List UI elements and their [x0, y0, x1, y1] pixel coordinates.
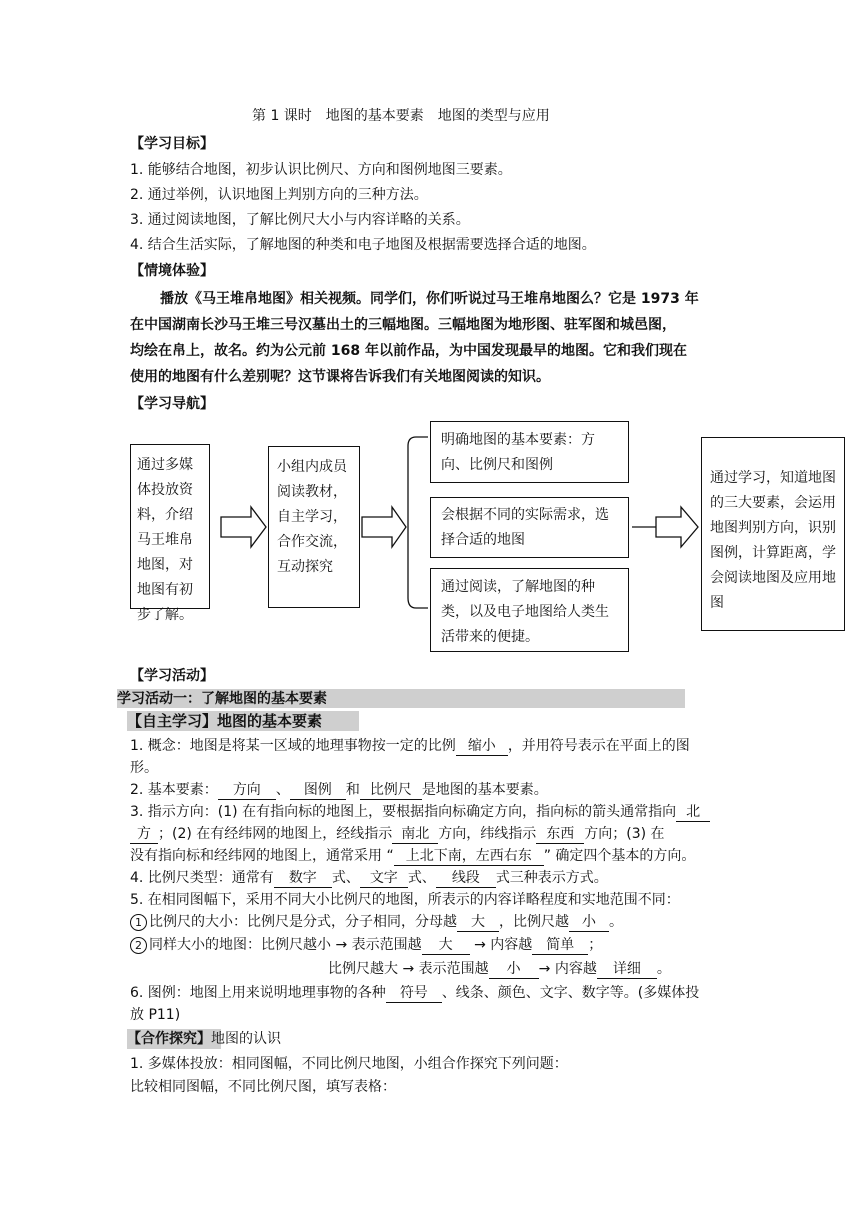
flow-arrow	[656, 507, 698, 547]
self-study-heading: 【自主学习】地图的基本要素	[127, 712, 323, 730]
coop-item-2: 比较相同图幅，不同比例尺图，填写表格：	[130, 1079, 396, 1095]
blank-answer: 大	[422, 937, 470, 955]
flow-bracket	[408, 437, 428, 608]
item-5-2: 2 同样大小的地图：比例尺越小 → 表示范围越 大 → 内容越 简单 ；	[130, 935, 602, 955]
flow-box-study: 小组内成员阅读教材，自主学习，合作交流，互动探究	[268, 446, 360, 608]
item-5-1: 1 比例尺的大小：比例尺是分式，分子相同，分母越 大 ，比例尺越 小 。	[130, 912, 623, 932]
item-1: 1. 概念：地图是将某一区域的地理事物按一定的比例 缩小 ，并用符号表示在平面上的图	[130, 738, 690, 754]
item-6: 6. 图例：地图上用来说明地理事物的各种 符号 、线条、颜色、文字、数字等。(多媒体投	[130, 985, 700, 1001]
item-5: 5. 在相同图幅下，采用不同大小比例尺的地图，所表示的内容详略程度和实地范围不同：	[130, 892, 680, 908]
page-title: 第 1 课时 地图的基本要素 地图的类型与应用	[252, 108, 550, 124]
flow-box-elements: 明确地图的基本要素：方向、比例尺和图例	[430, 421, 629, 483]
circled-number: 2	[130, 937, 147, 954]
blank-answer: 文字	[360, 870, 408, 888]
goal-item: 2. 通过举例，认识地图上判别方向的三种方法。	[130, 187, 428, 203]
blank-answer: 详细	[597, 961, 657, 979]
activity1-heading: 学习活动一：了解地图的基本要素	[117, 691, 327, 707]
blank-answer: 小	[489, 961, 539, 979]
scenario-heading: 【情境体验】	[130, 263, 214, 279]
item-2: 2. 基本要素： 方向 、 图例 和 比例尺 是地图的基本要素。	[130, 782, 548, 798]
blank-answer: 南北	[392, 826, 438, 844]
item-3-cont: 方 ；(2) 在有经纬网的地图上，经线指示 南北 方向，纬线指示 东西 方向；(3) 在	[130, 824, 665, 844]
flow-box-types: 通过阅读，了解地图的种类，以及电子地图给人类生活带来的便捷。	[430, 568, 629, 652]
item-1-cont: 形。	[130, 760, 158, 776]
blank-answer: 方向	[218, 782, 276, 800]
scenario-line: 使用的地图有什么差别呢？这节课将告诉我们有关地图阅读的知识。	[130, 369, 550, 385]
flow-box-intro: 通过多媒体投放资料，介绍马王堆帛地图，对地图有初步了解。	[130, 444, 210, 609]
blank-answer: 符号	[386, 985, 442, 1003]
scenario-line: 播放《马王堆帛地图》相关视频。同学们，你们听说过马王堆帛地图么？它是 1973 年	[160, 291, 699, 307]
goal-item: 3. 通过阅读地图，了解比例尺大小与内容详略的关系。	[130, 212, 470, 228]
item-3-cont: 没有指向标和经纬网的地图上，通常采用 “ 上北下南，左西右东 ” 确定四个基本的方向。	[130, 848, 696, 864]
blank-answer: 小	[569, 914, 609, 932]
flow-box-choose: 会根据不同的实际需求，选择合适的地图	[430, 497, 629, 558]
blank-answer: 比例尺	[360, 782, 422, 800]
coop-heading: 【合作探究】地图的认识	[127, 1031, 281, 1047]
coop-item-1: 1. 多媒体投放：相同图幅，不同比例尺地图，小组合作探究下列问题：	[130, 1056, 568, 1072]
goal-item: 1. 能够结合地图，初步认识比例尺、方向和图例地图三要素。	[130, 162, 512, 178]
blank-answer: 缩小	[456, 738, 508, 756]
blank-answer: 方	[130, 826, 158, 844]
blank-answer: 东西	[536, 826, 584, 844]
circled-number: 1	[130, 914, 147, 931]
item-4: 4. 比例尺类型：通常有 数字 式、 文字 式、 线段 式三种表示方式。	[130, 870, 608, 886]
goals-heading: 【学习目标】	[130, 136, 214, 152]
nav-heading: 【学习导航】	[130, 396, 214, 412]
flow-arrow	[362, 507, 406, 547]
flow-box-outcome: 通过学习，知道地图的三大要素，会运用地图判别方向，识别图例，计算距离，学会阅读地图及应用地图	[701, 437, 845, 631]
item-5-3: 比例尺越大 → 表示范围越 小 → 内容越 详细 。	[328, 961, 671, 977]
item-3: 3. 指示方向：(1) 在有指向标的地图上，要根据指向标确定方向，指向标的箭头通常指向 北	[130, 802, 710, 822]
blank-answer: 图例	[290, 782, 346, 800]
blank-answer: 大	[457, 914, 499, 932]
blank-answer: 线段	[436, 870, 496, 888]
flow-arrow	[221, 507, 266, 547]
blank-answer: 数字	[274, 870, 332, 888]
blank-answer: 北	[676, 804, 710, 822]
blank-answer: 上北下南，左西右东	[394, 848, 544, 866]
scenario-line: 均绘在帛上，故名。约为公元前 168 年以前作品，为中国发现最早的地图。它和我们现在	[130, 343, 687, 359]
activity-heading: 【学习活动】	[130, 668, 214, 684]
item-6-cont: 放 P11)	[130, 1007, 181, 1023]
scenario-line: 在中国湖南长沙马王堆三号汉墓出土的三幅地图。三幅地图为地形图、驻军图和城邑图，	[130, 317, 676, 333]
blank-answer: 简单	[532, 937, 588, 955]
goal-item: 4. 结合生活实际，了解地图的种类和电子地图及根据需要选择合适的地图。	[130, 237, 596, 253]
